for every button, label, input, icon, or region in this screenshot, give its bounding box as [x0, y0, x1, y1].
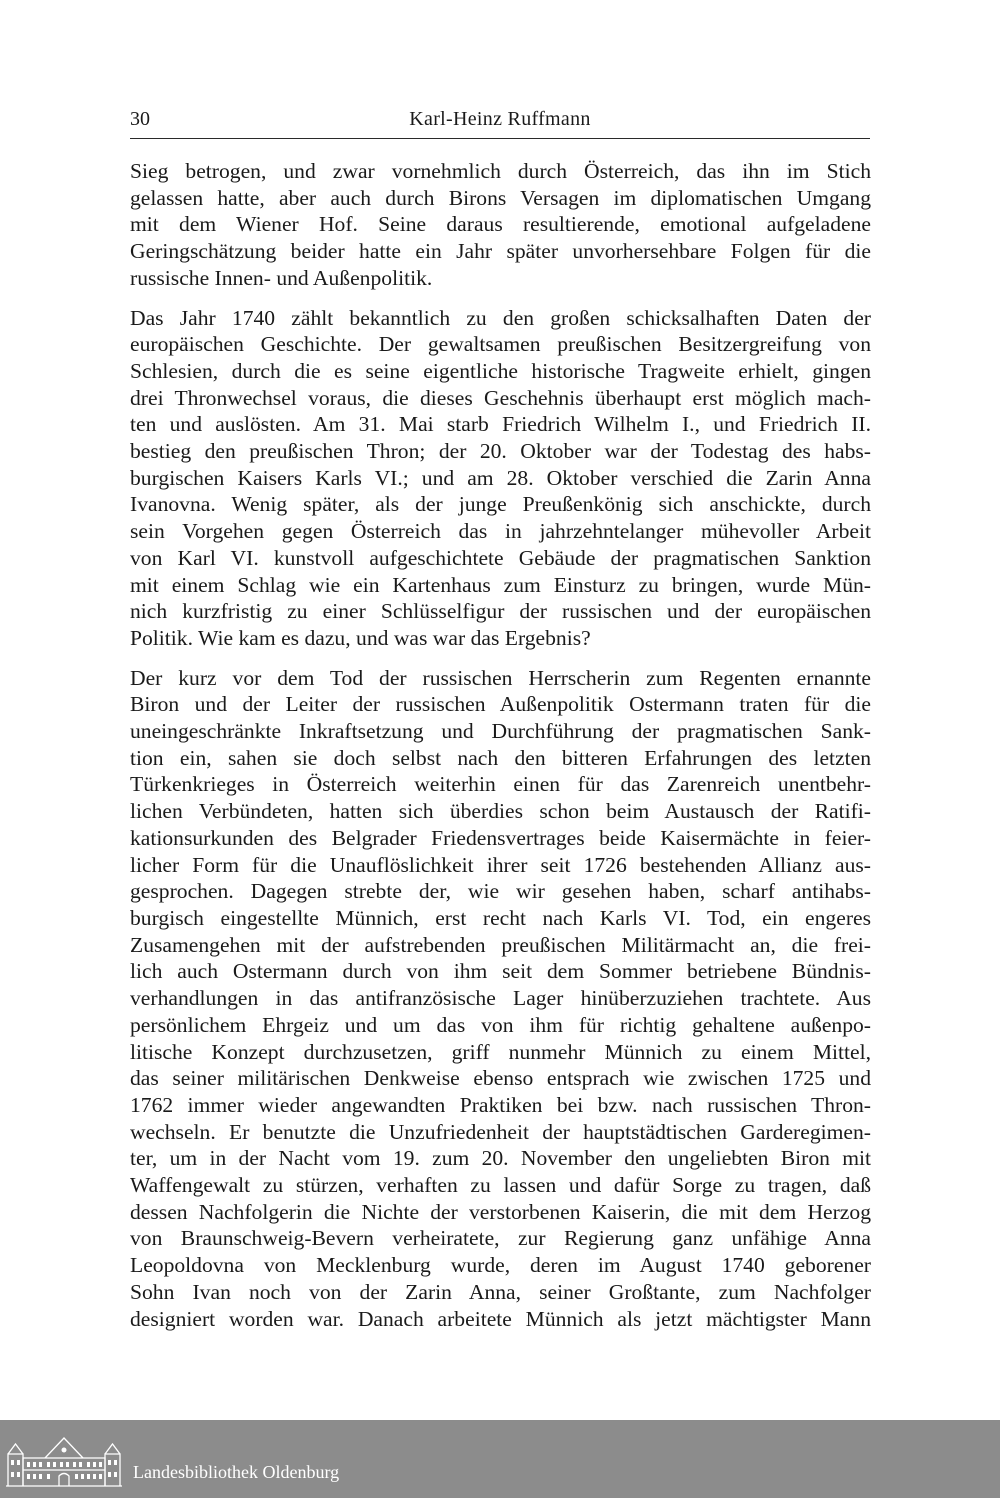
text-line: europäischen Geschichte. Der gewaltsamen preußischen Besitzergreifung von: [130, 332, 871, 357]
text-line: lichen Verbündeten, hatten sich überdies schon beim Austausch der Ratifi-: [130, 799, 871, 824]
text-line: ten und auslösten. Am 31. Mai starb Friedrich Wilhelm I., und Friedrich II.: [130, 412, 871, 437]
text-line: verhandlungen in das antifranzösische Lager hinüberzuziehen trachtete. Aus: [130, 986, 871, 1011]
text-line: mit einem Schlag wie ein Kartenhaus zum Einsturz zu bringen, wurde Mün-: [130, 572, 871, 597]
running-head: [130, 104, 870, 139]
library-footer-bar: [0, 1420, 1000, 1498]
text-line: von Karl VI. kunstvoll aufgeschichtete Gebäude der pragmatischen Sanktion: [130, 545, 871, 570]
text-line: tion ein, sahen sie doch selbst nach den bitteren Erfahrungen des letzten: [130, 745, 871, 770]
library-building-icon: [5, 1432, 123, 1488]
text-line: das seiner militärischen Denkweise ebenso entsprach wie zwischen 1725 und: [130, 1066, 871, 1091]
text-line: 1762 immer wieder angewandten Praktiken bei bzw. nach russischen Thron-: [130, 1092, 871, 1117]
text-line: nich kurzfristig zu einer Schlüsselfigur der russischen und der europäischen: [130, 599, 871, 624]
text-line: burgisch eingestellte Münnich, erst recht nach Karls VI. Tod, ein engeres: [130, 905, 871, 930]
text-line: litische Konzept durchzusetzen, griff nunmehr Münnich zu einem Mittel,: [130, 1039, 871, 1064]
text-line: persönlichem Ehrgeiz und um das von ihm für richtig gehaltene außenpo-: [130, 1012, 871, 1037]
paragraph: [130, 305, 871, 652]
library-name: Landesbibliothek Oldenburg: [133, 1462, 340, 1482]
text-line: Politik. Wie kam es dazu, und was war das Ergebnis?: [130, 625, 591, 650]
text-line: dessen Nachfolgerin die Nichte der verstorbenen Kaiserin, die mit dem Herzog: [130, 1199, 871, 1224]
text-line: uneingeschränkte Inkraftsetzung und Durchführung der pragmatischen Sank-: [130, 719, 871, 744]
text-line: lich auch Ostermann durch von ihm seit dem Sommer betriebene Bündnis-: [130, 959, 871, 984]
text-line: designiert worden war. Danach arbeitete Münnich als jetzt mächtigster Mann: [130, 1306, 871, 1331]
text-line: burgischen Kaisers Karls VI.; und am 28. Oktober verschied die Zarin Anna: [130, 465, 871, 490]
page-number: 30: [130, 108, 150, 130]
text-line: gesprochen. Dagegen strebte der, wie wir gesehen haben, scharf antihabs-: [130, 879, 871, 904]
text-line: Waffengewalt zu stürzen, verhaften zu lassen und dafür Sorge zu tragen, daß: [130, 1173, 871, 1198]
body-text: [130, 158, 871, 1345]
text-line: sein Vorgehen gegen Österreich das in jahrzehntelanger mühevoller Arbeit: [130, 519, 871, 544]
text-line: licher Form für die Unauflöslichkeit ihrer seit 1726 bestehenden Allianz aus-: [130, 852, 871, 877]
text-line: Zusamengehen mit der aufstrebenden preußischen Militärmacht an, die frei-: [130, 932, 871, 957]
text-line: Geringschätzung beider hatte ein Jahr später unvorhersehbare Folgen für die: [130, 239, 871, 264]
text-line: Türkenkrieges in Österreich weiterhin einen für das Zarenreich unentbehr-: [130, 772, 871, 797]
text-line: ter, um in der Nacht vom 19. zum 20. November den ungeliebten Biron mit: [130, 1146, 871, 1171]
text-line: Schlesien, durch die es seine eigentliche historische Tragweite erhielt, gingen: [130, 358, 871, 383]
text-line: bestieg den preußischen Thron; der 20. Oktober war der Todestag des habs-: [130, 439, 871, 464]
text-line: wechseln. Er benutzte die Unzufriedenheit der hauptstädtischen Garderegimen-: [130, 1119, 871, 1144]
text-line: kationsurkunden des Belgrader Friedensvertrages beide Kaisermächte in feier-: [130, 825, 871, 850]
running-head-author: Karl-Heinz Ruffmann: [409, 108, 591, 130]
text-line: Leopoldovna von Mecklenburg wurde, deren im August 1740 geborener: [130, 1253, 871, 1278]
text-line: gelassen hatte, aber auch durch Birons Versagen im diplomatischen Umgang: [130, 185, 871, 210]
text-line: Der kurz vor dem Tod der russischen Herrscherin zum Regenten ernannte: [130, 665, 871, 690]
text-line: Biron und der Leiter der russischen Außenpolitik Ostermann traten für die: [130, 692, 871, 717]
text-line: Sieg betrogen, und zwar vornehmlich durch Österreich, das ihn im Stich: [130, 159, 871, 183]
text-line: mit dem Wiener Hof. Seine daraus resultierende, emotional aufgeladene: [130, 212, 871, 237]
paragraph: [130, 158, 871, 292]
text-line: von Braunschweig-Bevern verheiratete, zur Regierung ganz unfähige Anna: [130, 1226, 871, 1251]
text-line: Sohn Ivan noch von der Zarin Anna, seiner Großtante, zum Nachfolger: [130, 1279, 871, 1304]
text-line: Das Jahr 1740 zählt bekanntlich zu den großen schicksalhaften Daten der: [130, 305, 871, 330]
paragraph: [130, 665, 871, 1333]
text-line: drei Thronwechsel voraus, die dieses Geschehnis überhaupt erst möglich mach-: [130, 385, 871, 410]
text-line: russische Innen- und Außenpolitik.: [130, 265, 433, 290]
text-line: Ivanovna. Wenig später, als der junge Preußenkönig sich anschickte, durch: [130, 492, 871, 517]
